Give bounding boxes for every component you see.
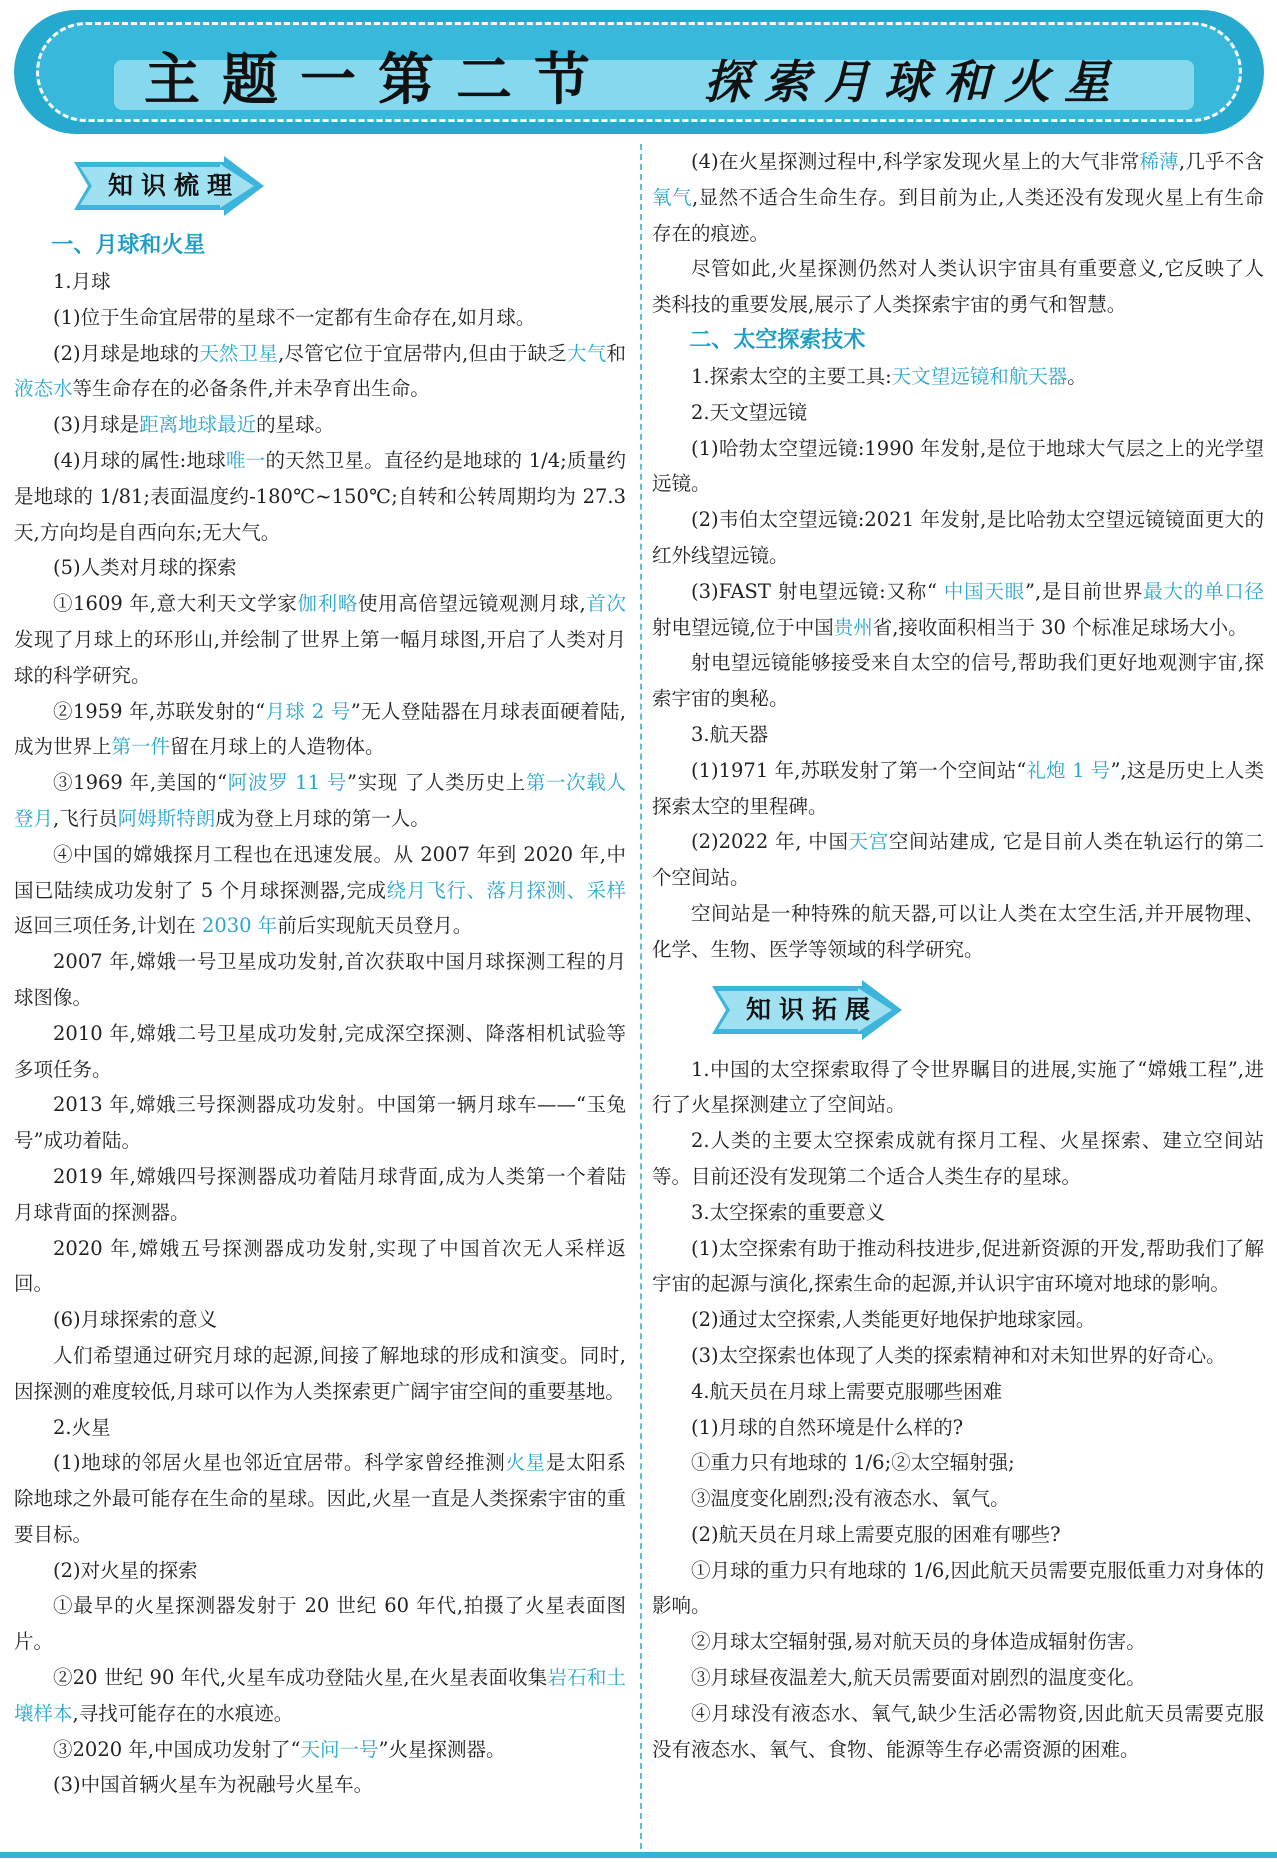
paragraph: (1)1971 年,苏联发射了第一个空间站“礼炮 1 号”,这是历史上人类探索太空的里程碑。	[652, 758, 1264, 818]
paragraph: (2)对火星的探索	[53, 1558, 198, 1582]
paragraph: 1.月球	[53, 270, 111, 293]
paragraph: 2020 年,嫦娥五号探测器成功发射,实现了中国首次无人采样返回。	[14, 1236, 626, 1296]
paragraph: ①最早的火星探测器发射于 20 世纪 60 年代,拍摄了火星表面图片。	[14, 1594, 626, 1654]
paragraph: (6)月球探索的意义	[53, 1308, 218, 1332]
paragraph: 2.天文望远镜	[691, 400, 808, 424]
paragraph: ④中国的嫦娥探月工程也在迅速发展。从 2007 年到 2020 年,中国已陆续成功发射了 5 个月球探测器,完成绕月飞行、落月探测、采样返回三项任务,计划在 2030 年前后实现航天员登月。	[14, 842, 626, 938]
column-divider	[640, 144, 642, 1849]
badge-knowledge-summary	[14, 144, 626, 228]
paragraph: 空间站是一种特殊的航天器,可以让人类在太空生活,并开展物理、化学、生物、医学等领域的科学研究。	[652, 901, 1264, 961]
paragraph: 3.太空探索的重要意义	[691, 1200, 886, 1224]
paragraph: ③温度变化剧烈;没有液态水、氧气。	[691, 1487, 1010, 1511]
bottom-rule	[0, 1852, 1277, 1858]
left-column	[14, 144, 626, 1803]
paragraph: 人们希望通过研究月球的起源,间接了解地球的形成和演变。同时,因探测的难度较低,月球可以作为人类探索更广阔宇宙空间的重要基地。	[14, 1343, 626, 1403]
paragraph: 3.航天器	[691, 722, 769, 746]
paragraph: ②月球太空辐射强,易对航天员的身体造成辐射伤害。	[691, 1630, 1146, 1654]
paragraph: (2)航天员在月球上需要克服的困难有哪些?	[691, 1522, 1061, 1546]
paragraph: ③月球昼夜温差大,航天员需要面对剧烈的温度变化。	[691, 1666, 1146, 1690]
badge-knowledge-extension	[652, 968, 1264, 1052]
paragraph: 尽管如此,火星探测仍然对人类认识宇宙具有重要意义,它反映了人类科技的重要发展,展示了人类探索宇宙的勇气和智慧。	[652, 257, 1264, 317]
paragraph: 2.人类的主要太空探索成就有探月工程、火星探索、建立空间站等。目前还没有发现第二个适合人类生存的星球。	[652, 1129, 1264, 1188]
paragraph: (3)FAST 射电望远镜:又称“ 中国天眼”,是目前世界最大的单口径射电望远镜,位于中国贵州省,接收面积相当于 30 个标准足球场大小。	[652, 579, 1264, 639]
paragraph: (2)月球是地球的天然卫星,尽管它位于宜居带内,但由于缺乏大气和液态水等生命存在的必备条件,并未孕育出生命。	[14, 341, 626, 401]
paragraph: (4)在火星探测过程中,科学家发现火星上的大气非常稀薄,几乎不含氧气,显然不适合生命生存。到目前为止,人类还没有发现火星上有生命存在的痕迹。	[652, 150, 1264, 245]
right-column	[652, 144, 1264, 1767]
paragraph: (1)月球的自然环境是什么样的?	[691, 1415, 964, 1439]
paragraph: 2010 年,嫦娥二号卫星成功发射,完成深空探测、降落相机试验等多项任务。	[14, 1021, 626, 1081]
paragraph: (3)月球是距离地球最近的星球。	[53, 413, 335, 437]
paragraph: 1.中国的太空探索取得了令世界瞩目的进展,实施了“嫦娥工程”,进行了火星探测建立了空间站。	[652, 1057, 1264, 1117]
section-heading-space-tech: 二、太空探索技术	[689, 327, 866, 353]
paragraph: (1)太空探索有助于推动科技进步,促进新资源的开发,帮助我们了解宇宙的起源与演化,探索生命的起源,并认识宇宙环境对地球的影响。	[652, 1236, 1264, 1296]
paragraph: 2007 年,嫦娥一号卫星成功发射,首次获取中国月球探测工程的月球图像。	[14, 950, 626, 1009]
paragraph: (2)韦伯太空望远镜:2021 年发射,是比哈勃太空望远镜镜面更大的红外线望远镜。	[652, 508, 1264, 567]
paragraph: ④月球没有液态水、氧气,缺少生活必需物资,因此航天员需要克服没有液态水、氧气、食物、能源等生存必需资源的困难。	[652, 1701, 1264, 1761]
badge-label: 知识梳理	[107, 171, 240, 200]
paragraph: 2019 年,嫦娥四号探测器成功着陆月球背面,成为人类第一个着陆月球背面的探测器。	[14, 1164, 626, 1224]
paragraph: (4)月球的属性:地球唯一的天然卫星。直径约是地球的 1/4;质量约是地球的 1/81;表面温度约-180℃~150℃;自转和公转周期均为 27.3 天,方向均是自西向东;无大气。	[14, 448, 626, 544]
page-subtitle: 探索月球和火星	[704, 55, 1124, 109]
paragraph: 2013 年,嫦娥三号探测器成功发射。中国第一辆月球车——“玉兔号”成功着陆。	[14, 1093, 626, 1153]
page-title: 主题一第二节	[144, 47, 612, 113]
paragraph: (2)通过太空探索,人类能更好地保护地球家园。	[691, 1308, 1096, 1332]
header-banner	[14, 10, 1264, 134]
paragraph: (1)哈勃太空望远镜:1990 年发射,是位于地球大气层之上的光学望远镜。	[652, 436, 1264, 496]
paragraph: ①重力只有地球的 1/6;②太空辐射强;	[691, 1451, 1015, 1475]
paragraph: (1)地球的邻居火星也邻近宜居带。科学家曾经推测火星是太阳系除地球之外最可能存在生命的星球。因此,火星一直是人类探索宇宙的重要目标。	[14, 1451, 626, 1546]
paragraph: (3)中国首辆火星车为祝融号火星车。	[53, 1773, 374, 1797]
paragraph: 射电望远镜能够接受来自太空的信号,帮助我们更好地观测宇宙,探索宇宙的奥秘。	[652, 651, 1264, 711]
paragraph: (2)2022 年, 中国天宫空间站建成, 它是目前人类在轨运行的第二个空间站。	[652, 830, 1264, 890]
paragraph: (5)人类对月球的探索	[53, 556, 237, 580]
paragraph: (3)太空探索也体现了人类的探索精神和对未知世界的好奇心。	[691, 1343, 1226, 1367]
paragraph: ①1609 年,意大利天文学家伽利略使用高倍望远镜观测月球,首次发现了月球上的环形山,并绘制了世界上第一幅月球图,开启了人类对月球的科学研究。	[14, 592, 626, 687]
paragraph: 1.探索太空的主要工具:天文望远镜和航天器。	[691, 364, 1087, 388]
section-heading-moon-mars: 一、月球和火星	[51, 233, 206, 258]
paragraph: 2.火星	[53, 1415, 111, 1439]
paragraph: ①月球的重力只有地球的 1/6,因此航天员需要克服低重力对身体的影响。	[652, 1558, 1264, 1618]
paragraph: ②1959 年,苏联发射的“月球 2 号”无人登陆器在月球表面硬着陆,成为世界上第一件留在月球上的人造物体。	[14, 699, 626, 759]
badge-label: 知识拓展	[745, 994, 878, 1024]
paragraph: (1)位于生命宜居带的星球不一定都有生命存在,如月球。	[53, 305, 536, 329]
paragraph: 4.航天员在月球上需要克服哪些困难	[691, 1379, 1003, 1403]
paragraph: ③1969 年,美国的“阿波罗 11 号”实现 了人类历史上第一次载人登月,飞行员阿姆斯特朗成为登上月球的第一人。	[14, 771, 626, 830]
paragraph: ②20 世纪 90 年代,火星车成功登陆火星,在火星表面收集岩石和土壤样本,寻找可能存在的水痕迹。	[14, 1666, 626, 1725]
paragraph: ③2020 年,中国成功发射了“天问一号”火星探测器。	[53, 1737, 506, 1761]
